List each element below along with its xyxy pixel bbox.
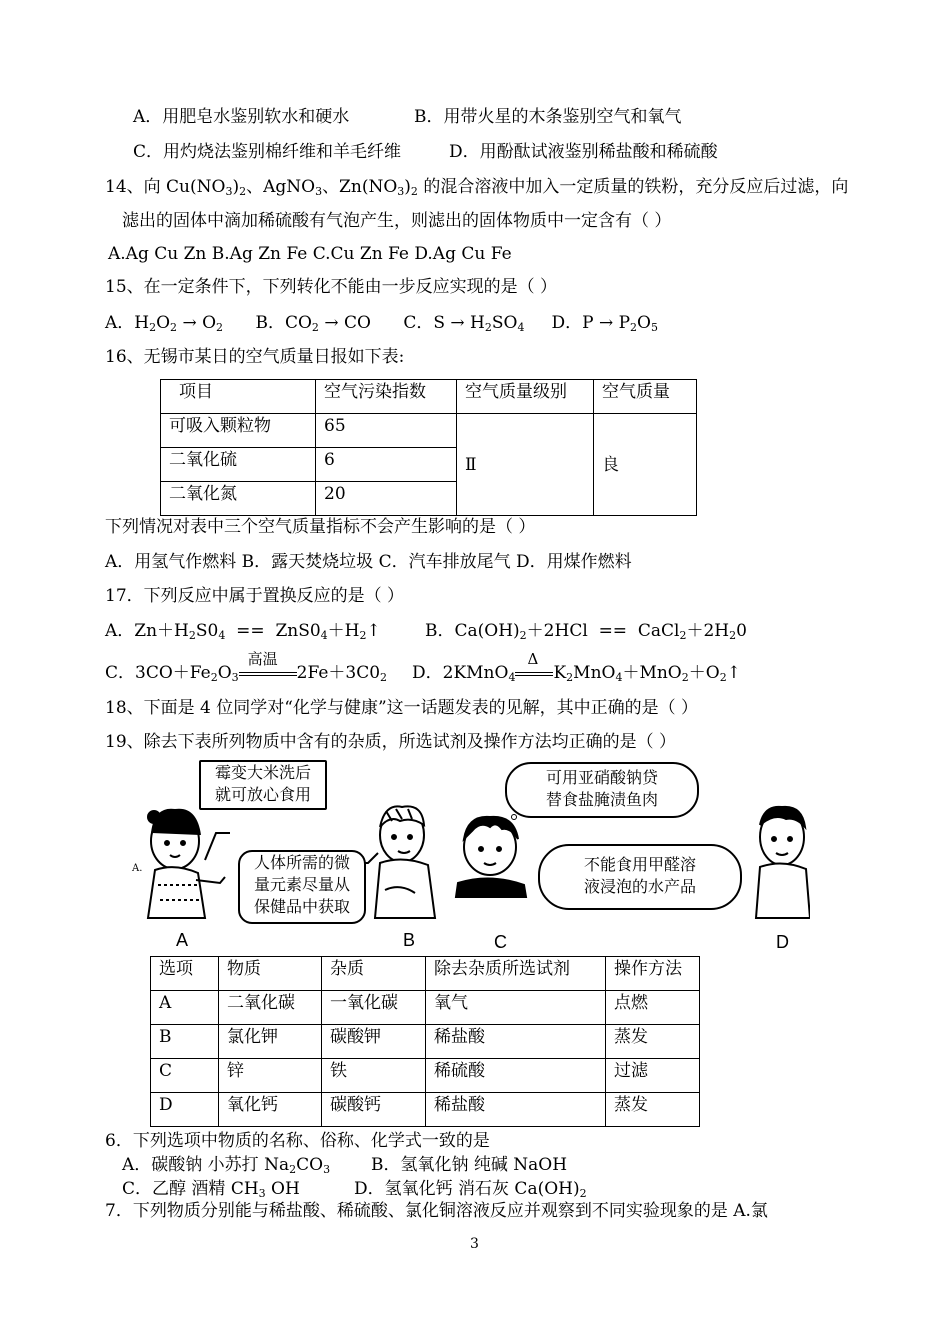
- q6-option-c: C．乙醇 酒精 $CH_3$ OH: [122, 1179, 300, 1200]
- cell-option: D: [151, 1093, 219, 1127]
- q16-stem: 16、无锡市某日的空气质量日报如下表:: [105, 347, 405, 367]
- speech-bubble-d: [538, 844, 742, 910]
- air-quality-table: [160, 379, 697, 516]
- q14-stem-2: 滤出的固体中滴加稀硫酸有气泡产生，则滤出的固体物质中一定含有（ ）: [122, 211, 672, 231]
- row-item: 二氧化硫: [161, 448, 316, 482]
- row-index: 6: [316, 448, 457, 482]
- q6-stem: 6．下列选项中物质的名称、俗称、化学式一致的是: [105, 1131, 490, 1151]
- bubble-b-line2: 量元素尽量从: [253, 875, 350, 894]
- cartoon-label-b: B: [403, 930, 416, 950]
- student-b-figure: [375, 806, 435, 918]
- bubble-b-line3: 保健品中获取: [253, 897, 350, 916]
- row-index: 65: [316, 414, 457, 448]
- cell-impurity: 碳酸钾: [322, 1025, 426, 1059]
- table-row: [151, 991, 700, 1025]
- header-reagent: 除去杂质所选试剂: [426, 957, 606, 991]
- cell-method: 过滤: [606, 1059, 700, 1093]
- bubble-d-line2: 液浸泡的水产品: [583, 877, 696, 896]
- bubble-c-line1: 可用亚硝酸钠贷: [545, 768, 658, 787]
- q17-option-c: C．$3CO+Fe_2O_3$ 高温 $2Fe+3C0_2$: [105, 650, 388, 684]
- cell-reagent: 稀硫酸: [426, 1059, 606, 1093]
- cell-option: C: [151, 1059, 219, 1093]
- cartoon-label-c: C: [494, 932, 507, 952]
- bubble-c-line2: 替食盐腌渍鱼肉: [545, 790, 658, 809]
- cell-impurity: 铁: [322, 1059, 426, 1093]
- header-level: 空气质量级别: [457, 380, 594, 414]
- q17-option-d: D．2KMnO$_4$ Δ $K_2MnO_4+MnO_2+O_2↑$: [412, 650, 741, 684]
- cell-option: A: [151, 991, 219, 1025]
- cell-reagent: 氧气: [426, 991, 606, 1025]
- girl-small-label: A.: [132, 863, 143, 874]
- header-substance: 物质: [219, 957, 322, 991]
- speech-bubble-b: [238, 850, 366, 924]
- header-item: 项目: [161, 380, 316, 414]
- cell-substance: 锌: [219, 1059, 322, 1093]
- q13-option-b: B．用带火星的木条鉴别空气和氧气: [414, 107, 682, 127]
- student-d-figure: [756, 807, 810, 918]
- q14-stem: 14、向 $Cu(NO_3)_2$、AgNO$_3$、$Zn(NO_3)_2$ 的混合溶液中加入一定质量的铁粉，充分反应后过滤，向: [105, 177, 849, 198]
- table-row: [151, 1059, 700, 1093]
- cell-reagent: 稀盐酸: [426, 1025, 606, 1059]
- header-method: 操作方法: [606, 957, 700, 991]
- cartoon-label-a: A: [176, 930, 189, 950]
- row-index: 20: [316, 482, 457, 516]
- page-number: 3: [470, 1236, 479, 1252]
- q17-option-b: B．$Ca(OH)_2+2HCl$ == $CaCl_2+2H_20$: [425, 621, 747, 642]
- cell-option: B: [151, 1025, 219, 1059]
- air-quality: 良: [594, 414, 697, 516]
- q18-stem: 18、下面是 4 位同学对“化学与健康”这一话题发表的见解，其中正确的是（ ）: [105, 698, 699, 718]
- student-a-figure: [148, 810, 225, 918]
- condition-high-temp: 高温: [247, 650, 278, 668]
- header-impurity: 杂质: [322, 957, 426, 991]
- q14-options: A.Ag Cu Zn B.Ag Zn Fe C.Cu Zn Fe D.Ag Cu Fe: [108, 244, 512, 264]
- q17-stem: 17．下列反应中属于置换反应的是（ ）: [105, 586, 405, 606]
- row-item: 二氧化氮: [161, 482, 316, 516]
- cartoon-label-d: D: [776, 932, 789, 952]
- q16-options: A．用氢气作燃料 B．露天焚烧垃圾 C．汽车排放尾气 D．用煤作燃料: [105, 552, 632, 572]
- q16-question: 下列情况对表中三个空气质量指标不会产生影响的是（ ）: [105, 517, 536, 537]
- q13-option-c: C．用灼烧法鉴别棉纤维和羊毛纤维: [133, 142, 402, 162]
- q15-stem: 15、在一定条件下，下列转化不能由一步反应实现的是（ ）: [105, 277, 558, 297]
- q6-option-b: B．氢氧化钠 纯碱 NaOH: [371, 1155, 568, 1175]
- bubble-a-line2: 就可放心食用: [214, 785, 311, 804]
- speech-bubble-a: [199, 760, 327, 810]
- bubble-d-line1: 不能食用甲醛溶: [583, 855, 696, 874]
- impurity-table: [150, 956, 700, 1127]
- student-c-figure: [456, 817, 526, 897]
- q17-option-a: A．$Zn+H_2S0_4$ == $ZnS0_4+H_2↑$: [105, 621, 381, 642]
- header-index: 空气污染指数: [316, 380, 457, 414]
- air-level: Ⅱ: [457, 414, 594, 516]
- cell-method: 点燃: [606, 991, 700, 1025]
- q6-option-a: A．碳酸钠 小苏打 $Na_2CO_3$: [122, 1155, 331, 1176]
- q15-options: A．$H_2O_2 \to O_2$ B．$CO_2$ → CO C．$S \to H_2SO_4$ D．$P \to P_2O_5$: [105, 313, 658, 334]
- row-item: 可吸入颗粒物: [161, 414, 316, 448]
- q13-option-d: D．用酚酞试液鉴别稀盐酸和稀硫酸: [449, 142, 718, 162]
- cell-impurity: 碳酸钙: [322, 1093, 426, 1127]
- q6-option-d: D．氢氧化钙 消石灰 $Ca(OH)_2$: [354, 1179, 587, 1200]
- cell-method: 蒸发: [606, 1093, 700, 1127]
- q19-stem: 19、除去下表所列物质中含有的杂质，所选试剂及操作方法均正确的是（ ）: [105, 732, 677, 752]
- header-option: 选项: [151, 957, 219, 991]
- cell-impurity: 一氧化碳: [322, 991, 426, 1025]
- cell-reagent: 稀盐酸: [426, 1093, 606, 1127]
- q13-option-a: A．用肥皂水鉴别软水和硬水: [133, 107, 350, 127]
- header-quality: 空气质量: [594, 380, 697, 414]
- cell-method: 蒸发: [606, 1025, 700, 1059]
- cell-substance: 氧化钙: [219, 1093, 322, 1127]
- q7-stem: 7．下列物质分别能与稀盐酸、稀硫酸、氯化铜溶液反应并观察到不同实验现象的是 A.氯: [105, 1201, 768, 1221]
- table-row: [151, 1093, 700, 1127]
- thought-bubble-c: [505, 762, 699, 818]
- bubble-b-line1: 人体所需的微: [253, 853, 350, 872]
- cell-substance: 二氧化碳: [219, 991, 322, 1025]
- condition-heat: Δ: [527, 650, 539, 668]
- table-row: [151, 1025, 700, 1059]
- bubble-a-line1: 霉变大米洗后: [214, 763, 311, 782]
- cell-substance: 氯化钾: [219, 1025, 322, 1059]
